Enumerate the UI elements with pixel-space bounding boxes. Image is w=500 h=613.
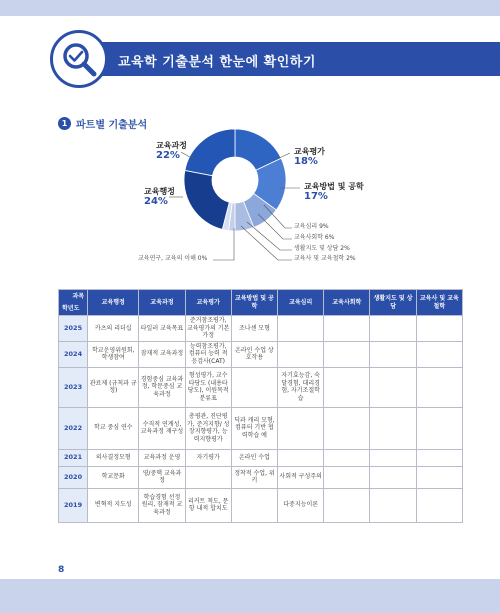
table-cell: 사회적 구성주의 [278, 466, 324, 488]
table-row [59, 316, 463, 342]
year-cell: 2022 [59, 407, 88, 449]
table-cell [370, 341, 416, 367]
label-evaluation: 교육평가 18% [294, 147, 325, 168]
column-header: 교육사회학 [324, 290, 370, 316]
table-cell [324, 367, 370, 407]
donut-slice-7 [184, 170, 229, 229]
table-cell: 타일러 교육목표 [139, 316, 185, 342]
table-cell [416, 488, 462, 522]
table-cell: 온라인 수업 상호작용 [231, 341, 277, 367]
section-number-badge: 1 [58, 117, 71, 130]
table-cell: 잠재적 교육과정 [139, 341, 185, 367]
table-cell: 경험중심 교육과정, 학문중심 교육과정 [139, 367, 185, 407]
table-cell [278, 316, 324, 342]
label-guidance: 생활지도 및 상담 2% [294, 245, 350, 252]
table-cell [370, 407, 416, 449]
table-cell [278, 341, 324, 367]
leader-history [241, 226, 292, 260]
column-header: 교육과정 [139, 290, 185, 316]
table-cell [324, 449, 370, 466]
table-cell [231, 367, 277, 407]
table-cell: 리커트 척도, 문항 내적 합치도 [185, 488, 231, 522]
table-cell [185, 466, 231, 488]
table-cell [324, 466, 370, 488]
label-history: 교육사 및 교육철학 2% [294, 255, 356, 262]
table-cell [278, 407, 324, 449]
table-cell [324, 407, 370, 449]
label-research: 교육연구, 교육의 이해 0% [138, 255, 208, 262]
table-cell [416, 316, 462, 342]
table-cell [370, 466, 416, 488]
year-cell: 2023 [59, 367, 88, 407]
donut-slice-8 [185, 129, 235, 176]
label-admin: 교육행정 24% [144, 187, 175, 208]
table-cell: 온라인 수업 [231, 449, 277, 466]
table-row [59, 407, 463, 449]
table-cell [416, 466, 462, 488]
label-psych: 교육심리 9% [294, 223, 329, 230]
table-cell [370, 367, 416, 407]
table-cell: 카츠의 리더십 [88, 316, 139, 342]
table-cell: 정착적 수업, 위키 [231, 466, 277, 488]
table-cell: 학교문화 [88, 466, 139, 488]
table-cell [416, 449, 462, 466]
table-row [59, 341, 463, 367]
table-cell: 자기평가 [185, 449, 231, 466]
table-cell [231, 488, 277, 522]
table-cell: 교육과정 운영 [139, 449, 185, 466]
table-cell: 영/중핵 교육과정 [139, 466, 185, 488]
table-cell [278, 449, 324, 466]
table-cell: 조나센 모형 [231, 316, 277, 342]
table-cell [370, 316, 416, 342]
year-cell: 2021 [59, 449, 88, 466]
table-row [59, 367, 463, 407]
label-sociology: 교육사회학 6% [294, 234, 335, 241]
table-cell [324, 341, 370, 367]
table-cell: 다중지능이론 [278, 488, 324, 522]
column-header: 교육행정 [88, 290, 139, 316]
column-header: 교육평가 [185, 290, 231, 316]
table-cell: 학교운영위원회, 학생참여 [88, 341, 139, 367]
table-cell [416, 367, 462, 407]
table-cell: 관료제 (규칙과 규정) [88, 367, 139, 407]
banner-title: 교육학 기출분석 한눈에 확인하기 [118, 55, 316, 70]
table-cell: 딕과 캐리 모형, 컴퓨터 기반 협력학습 예 [231, 407, 277, 449]
year-cell: 2020 [59, 466, 88, 488]
table-cell [370, 488, 416, 522]
table-row [59, 449, 463, 466]
table-cell: 학교 중심 연수 [88, 407, 139, 449]
page-number: 8 [58, 565, 65, 575]
table-row [59, 488, 463, 522]
table-cell: 형성평가, 교수타당도 (내용타당도), 이원목적분류표 [185, 367, 231, 407]
label-method: 교육방법 및 공학 17% [304, 182, 364, 203]
column-header: 교육방법 및 공학 [231, 290, 277, 316]
label-curriculum: 교육과정 22% [156, 141, 187, 162]
table-cell: 자기효능감, 숙달경험, 대리경험, 자기조절학습 [278, 367, 324, 407]
table-cell: 수직적 연계성, 교육과정 재구성 [139, 407, 185, 449]
column-header: 생활지도 및 상담 [370, 290, 416, 316]
table-cell: 준거참조평가, 교육평가의 기본 가정 [186, 317, 230, 339]
table-cell: 학습경험 선정 원리, 잠재적 교육과정 [139, 488, 185, 522]
leader-research [213, 228, 234, 260]
table-cell [370, 449, 416, 466]
year-cell: 2019 [59, 488, 88, 522]
table-cell: 변혁적 지도성 [88, 488, 139, 522]
table-cell [416, 407, 462, 449]
table-row [59, 466, 463, 488]
year-cell: 2024 [59, 341, 88, 367]
year-cell: 2025 [59, 316, 88, 342]
section-title: 파트별 기출분석 [76, 120, 148, 131]
table-cell [416, 341, 462, 367]
exam-analysis-table [58, 289, 463, 523]
table-cell: 총평관, 진단평가, 준거지향/ 성장지향평가, 능력지향평가 [185, 407, 231, 449]
table-corner-cell: 과목 학년도 [59, 290, 88, 316]
table-cell: 능력참조평가, 컴퓨터 능력 적응검사(CAT) [185, 341, 231, 367]
table-cell: 의사결정모형 [88, 449, 139, 466]
column-header: 교육사 및 교육철학 [416, 290, 462, 316]
table-cell [324, 316, 370, 342]
table-header-row [59, 290, 463, 316]
column-header: 교육심리 [278, 290, 324, 316]
table-cell [324, 488, 370, 522]
